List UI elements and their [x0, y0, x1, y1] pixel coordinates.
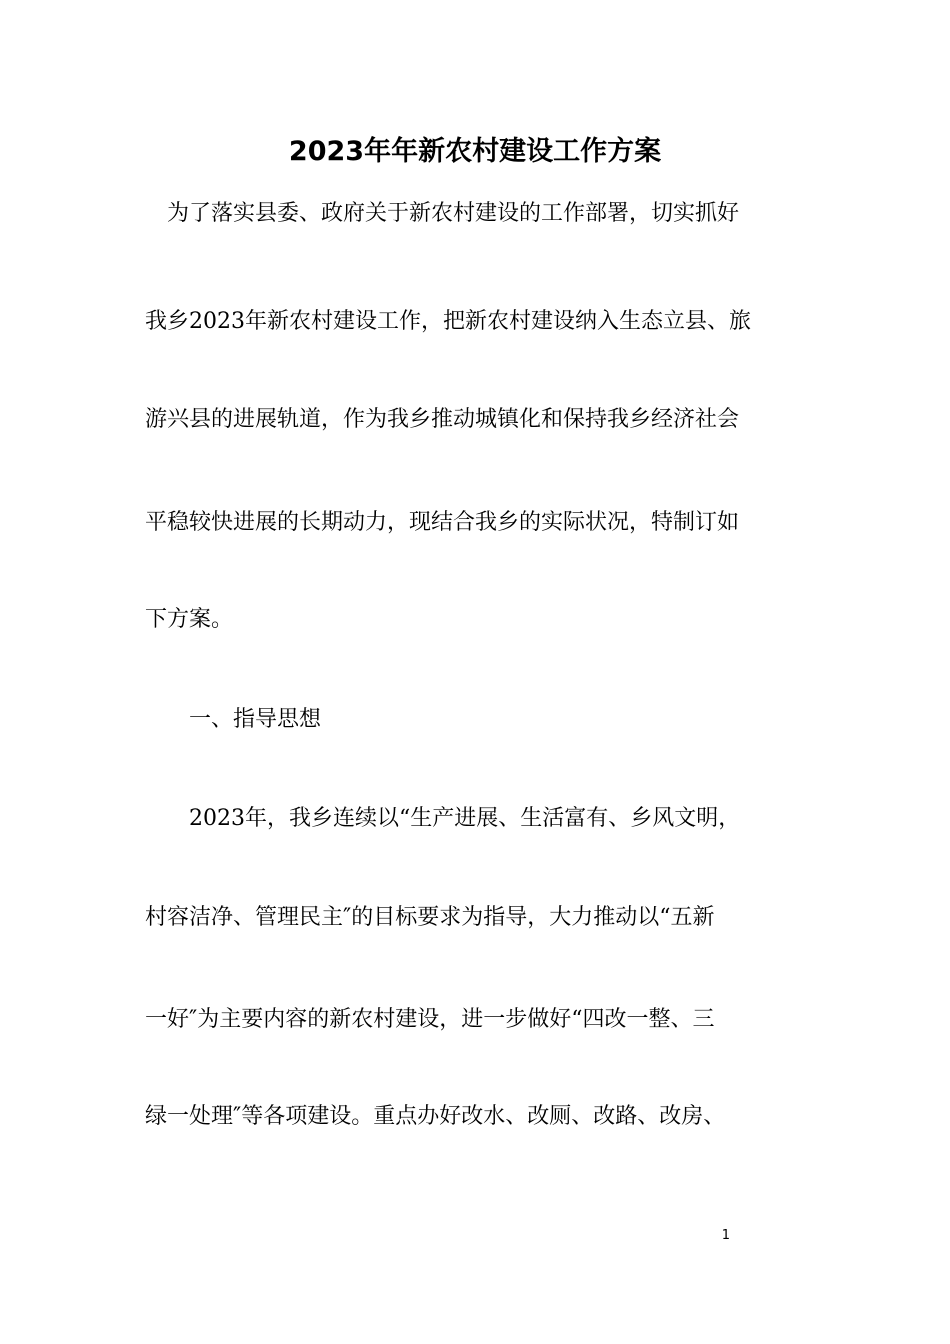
section-heading: 一、指导思想 — [145, 707, 322, 732]
page-number: 1 — [721, 1228, 730, 1243]
paragraph-line: 一好″为主要内容的新农村建设，进一步做好“四改一整、三 — [145, 1007, 715, 1032]
paragraph-line: 我乡2023年新农村建设工作，把新农村建设纳入生态立县、旅 — [145, 309, 751, 334]
paragraph-line: 下方案。 — [145, 607, 234, 632]
paragraph-line: 平稳较快进展的长期动力，现结合我乡的实际状况，特制订如 — [145, 510, 740, 535]
paragraph-line: 绿一处理″等各项建设。重点办好改水、改厕、改路、改房、 — [145, 1104, 726, 1129]
document-title: 2023年年新农村建设工作方案 — [288, 136, 662, 167]
paragraph-line: 2023年，我乡连续以“生产进展、生活富有、乡风文明， — [145, 806, 741, 831]
paragraph-line: 村容洁净、管理民主″的目标要求为指导，大力推动以“五新 — [145, 905, 715, 930]
paragraph-line: 游兴县的进展轨道，作为我乡推动城镇化和保持我乡经济社会 — [145, 407, 740, 432]
paragraph-line: 为了落实县委、政府关于新农村建设的工作部署，切实抓好 — [145, 201, 740, 226]
